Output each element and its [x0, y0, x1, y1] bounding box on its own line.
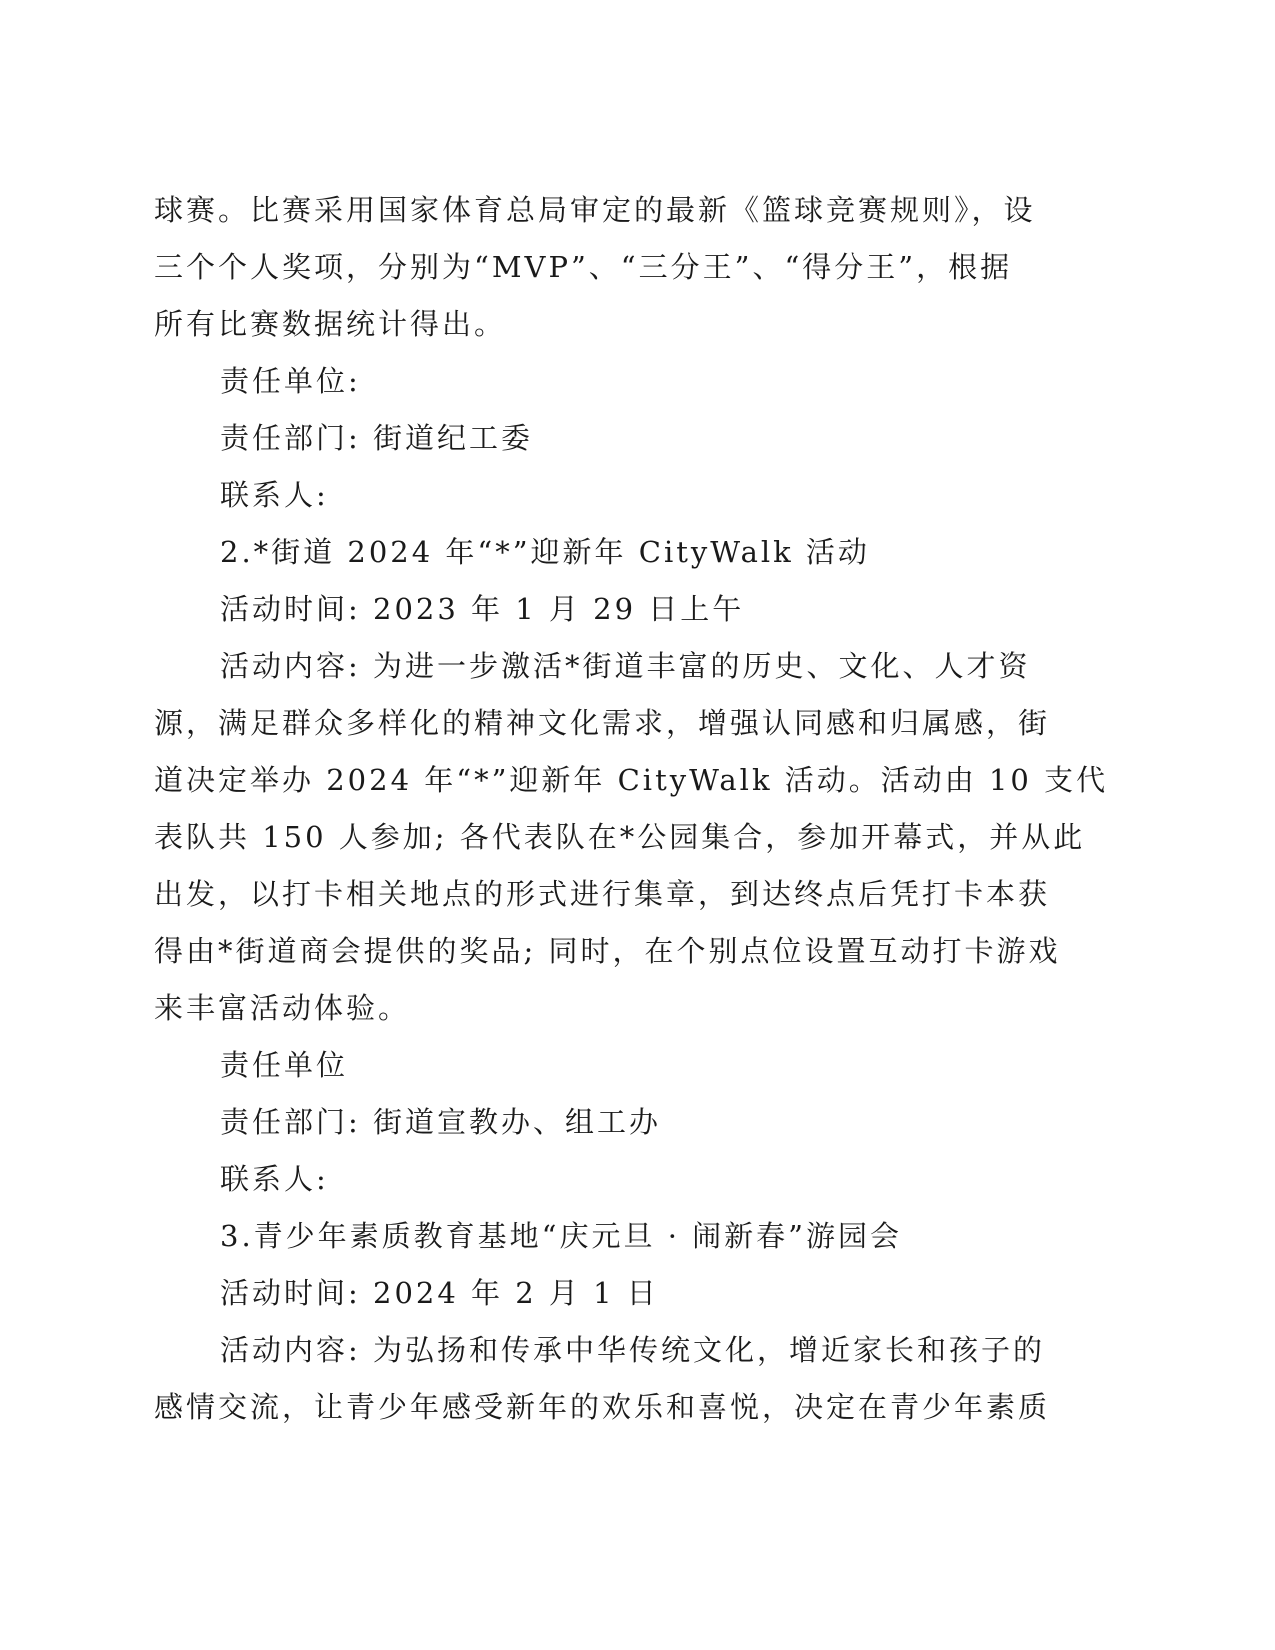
activity-time: 活动时间: 2024 年 2 月 1 日	[220, 1276, 659, 1310]
activity-content: 活动内容: 为进一步激活*街道丰富的历史、文化、人才资	[220, 649, 1031, 683]
text-line: 三个个人奖项，分别为“MVP”、“三分王”、“得分王”，根据	[154, 250, 1013, 284]
section-heading-garden-party: 3.青少年素质教育基地“庆元旦 · 闹新春”游园会	[220, 1219, 902, 1253]
responsible-department: 责任部门: 街道宣教办、组工办	[220, 1105, 661, 1139]
text-line: 所有比赛数据统计得出。	[154, 307, 507, 341]
activity-time: 活动时间: 2023 年 1 月 29 日上午	[220, 592, 745, 626]
text-line: 源，满足群众多样化的精神文化需求，增强认同感和归属感，街	[154, 706, 1051, 740]
responsible-department: 责任部门: 街道纪工委	[220, 421, 533, 455]
responsible-unit-label: 责任单位:	[220, 364, 361, 398]
text-line: 来丰富活动体验。	[154, 991, 411, 1025]
text-line: 得由*街道商会提供的奖品; 同时，在个别点位设置互动打卡游戏	[154, 934, 1061, 968]
text-line: 球赛。比赛采用国家体育总局审定的最新《篮球竞赛规则》，设	[154, 193, 1036, 227]
text-line: 感情交流，让青少年感受新年的欢乐和喜悦，决定在青少年素质	[154, 1390, 1051, 1424]
text-line: 出发，以打卡相关地点的形式进行集章，到达终点后凭打卡本获	[154, 877, 1051, 911]
responsible-unit-label: 责任单位	[220, 1048, 349, 1082]
text-line: 表队共 150 人参加; 各代表队在*公园集合，参加开幕式，并从此	[154, 820, 1086, 854]
text-line: 道决定举办 2024 年“*”迎新年 CityWalk 活动。活动由 10 支代	[154, 763, 1109, 797]
contact-person-label: 联系人:	[220, 1162, 329, 1196]
section-heading-citywalk: 2.*街道 2024 年“*”迎新年 CityWalk 活动	[220, 535, 870, 569]
activity-content: 活动内容: 为弘扬和传承中华传统文化，增近家长和孩子的	[220, 1333, 1045, 1367]
contact-person-label: 联系人:	[220, 478, 329, 512]
document-page	[154, 182, 1109, 1436]
